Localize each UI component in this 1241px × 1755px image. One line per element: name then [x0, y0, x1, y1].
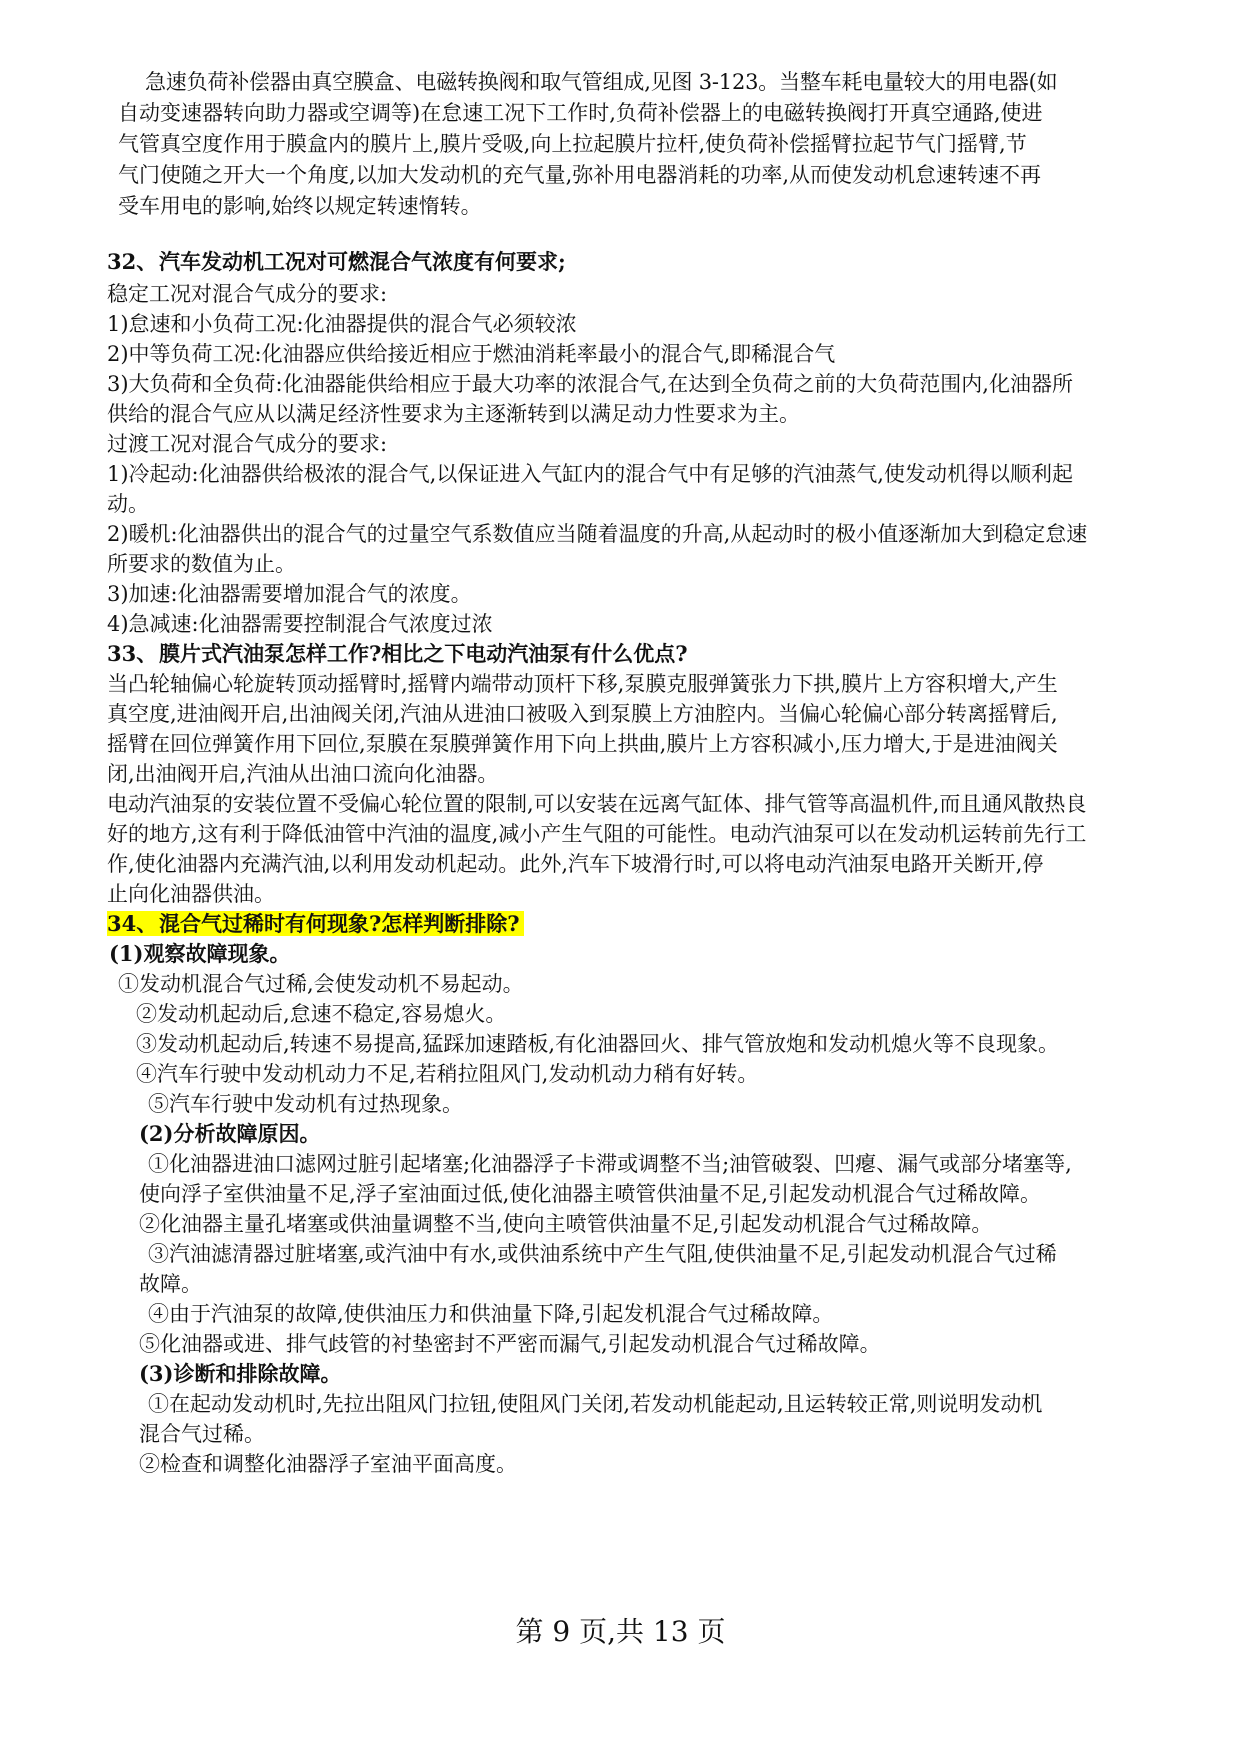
list-item: 故障。 — [139, 1272, 202, 1296]
list-item: ②检查和调整化油器浮子室油平面高度。 — [139, 1452, 517, 1476]
body-line: 4)急减速:化油器需要控制混合气浓度过浓 — [107, 612, 493, 636]
body-line: 好的地方,这有利于降低油管中汽油的温度,减小产生气阻的可能性。电动汽油泵可以在发动机运转前先行工 — [107, 822, 1087, 846]
question-33-heading — [107, 638, 1167, 670]
intro-line: 自动变速器转向助力器或空调等)在怠速工况下工作时,负荷补偿器上的电磁转换阀打开真空通路,使进 — [118, 101, 1043, 125]
question-title: 膜片式汽油泵怎样工作?相比之下电动汽油泵有什么优点? — [159, 641, 688, 666]
section-title: (2)分析故障原因。 — [139, 1121, 321, 1146]
list-item: ②发动机起动后,怠速不稳定,容易熄火。 — [136, 1002, 507, 1026]
list-item: ①在起动发动机时,先拉出阻风门拉钮,使阻风门关闭,若发动机能起动,且运转较正常,则说明发动机 — [148, 1392, 1043, 1416]
body-line: 闭,出油阀开启,汽油从出油口流向化油器。 — [107, 762, 499, 786]
body-line: 摇臂在回位弹簧作用下回位,泵膜在泵膜弹簧作用下向上拱曲,膜片上方容积减小,压力增大,于是进油阀关 — [107, 732, 1058, 756]
body-line: 动。 — [107, 492, 149, 516]
body-line: 2)暖机:化油器供出的混合气的过量空气系数值应当随着温度的升高,从起动时的极小值逐渐加大到稳定怠速 — [107, 522, 1088, 546]
body-line: 3)大负荷和全负荷:化油器能供给相应于最大功率的浓混合气,在达到全负荷之前的大负荷范围内,化油器所 — [107, 372, 1073, 396]
list-item: ②化油器主量孔堵塞或供油量调整不当,使向主喷管供油量不足,引起发动机混合气过稀故障。 — [139, 1212, 993, 1236]
list-item: 使向浮子室供油量不足,浮子室油面过低,使化油器主喷管供油量不足,引起发动机混合气过稀故障。 — [139, 1182, 1042, 1206]
list-item: 混合气过稀。 — [139, 1422, 265, 1446]
list-item: ⑤汽车行驶中发动机有过热现象。 — [148, 1092, 463, 1116]
page-number-footer: 第 9 页,共 13 页 — [515, 1615, 726, 1648]
intro-line: 气门使随之开大一个角度,以加大发动机的充气量,弥补用电器消耗的功率,从而使发动机怠速转速不再 — [118, 163, 1042, 187]
list-item: ①化油器进油口滤网过脏引起堵塞;化油器浮子卡滞或调整不当;油管破裂、凹瘪、漏气或部分堵塞等, — [148, 1152, 1072, 1176]
intro-line: 受车用电的影响,始终以规定转速惰转。 — [118, 194, 482, 218]
body-line: 2)中等负荷工况:化油器应供给接近相应于燃油消耗率最小的混合气,即稀混合气 — [107, 342, 836, 366]
body-line: 1)怠速和小负荷工况:化油器提供的混合气必须较浓 — [107, 312, 577, 336]
question-title: 混合气过稀时有何现象?怎样判断排除? — [159, 911, 520, 936]
body-line: 作,使化油器内充满汽油,以利用发动机起动。此外,汽车下坡滑行时,可以将电动汽油泵电路开关断开,停 — [107, 852, 1044, 876]
body-line: 当凸轮轴偏心轮旋转顶动摇臂时,摇臂内端带动顶杆下移,泵膜克服弹簧张力下拱,膜片上方容积增大,产生 — [107, 672, 1058, 696]
body-line: 止向化油器供油。 — [107, 882, 275, 906]
section-title: (3)诊断和排除故障。 — [139, 1361, 342, 1386]
list-item: ③发动机起动后,转速不易提高,猛踩加速踏板,有化油器回火、排气管放炮和发动机熄火等不良现象。 — [136, 1032, 1060, 1056]
list-item: ⑤化油器或进、排气歧管的衬垫密封不严密而漏气,引起发动机混合气过稀故障。 — [139, 1332, 881, 1356]
body-line: 电动汽油泵的安装位置不受偏心轮位置的限制,可以安装在远离气缸体、排气管等高温机件,而且通风散热良 — [107, 792, 1087, 816]
highlighted-heading — [107, 911, 524, 936]
question-32-heading — [107, 246, 1167, 278]
body-line: 稳定工况对混合气成分的要求: — [107, 282, 388, 306]
question-title: 汽车发动机工况对可燃混合气浓度有何要求; — [159, 249, 566, 274]
question-number: 34、 — [107, 911, 158, 936]
intro-line: 急速负荷补偿器由真空膜盒、电磁转换阀和取气管组成,见图 3-123。当整车耗电量较大的用电器(如 — [145, 70, 1058, 94]
question-number: 33、 — [107, 641, 158, 666]
list-item: ④汽车行驶中发动机动力不足,若稍拉阻风门,发动机动力稍有好转。 — [136, 1062, 759, 1086]
list-item: ③汽油滤清器过脏堵塞,或汽油中有水,或供油系统中产生气阻,使供油量不足,引起发动机混合气过稀 — [148, 1242, 1057, 1266]
body-line: 所要求的数值为止。 — [107, 552, 296, 576]
body-line: 3)加速:化油器需要增加混合气的浓度。 — [107, 582, 472, 606]
section-title: (1)观察故障现象。 — [109, 941, 291, 966]
body-line: 供给的混合气应从以满足经济性要求为主逐渐转到以满足动力性要求为主。 — [107, 402, 800, 426]
body-line: 过渡工况对混合气成分的要求: — [107, 432, 388, 456]
list-item: ①发动机混合气过稀,会使发动机不易起动。 — [118, 972, 524, 996]
intro-line: 气管真空度作用于膜盒内的膜片上,膜片受吸,向上拉起膜片拉杆,使负荷补偿摇臂拉起节气门摇臂,节 — [118, 132, 1027, 156]
question-34-heading — [107, 908, 1167, 940]
list-item: ④由于汽油泵的故障,使供油压力和供油量下降,引起发机混合气过稀故障。 — [148, 1302, 834, 1326]
body-line: 真空度,进油阀开启,出油阀关闭,汽油从进油口被吸入到泵膜上方油腔内。当偏心轮偏心部分转离摇臂后, — [107, 702, 1058, 726]
question-number: 32、 — [107, 249, 158, 274]
body-line: 1)冷起动:化油器供给极浓的混合气,以保证进入气缸内的混合气中有足够的汽油蒸气,使发动机得以顺利起 — [107, 462, 1073, 486]
